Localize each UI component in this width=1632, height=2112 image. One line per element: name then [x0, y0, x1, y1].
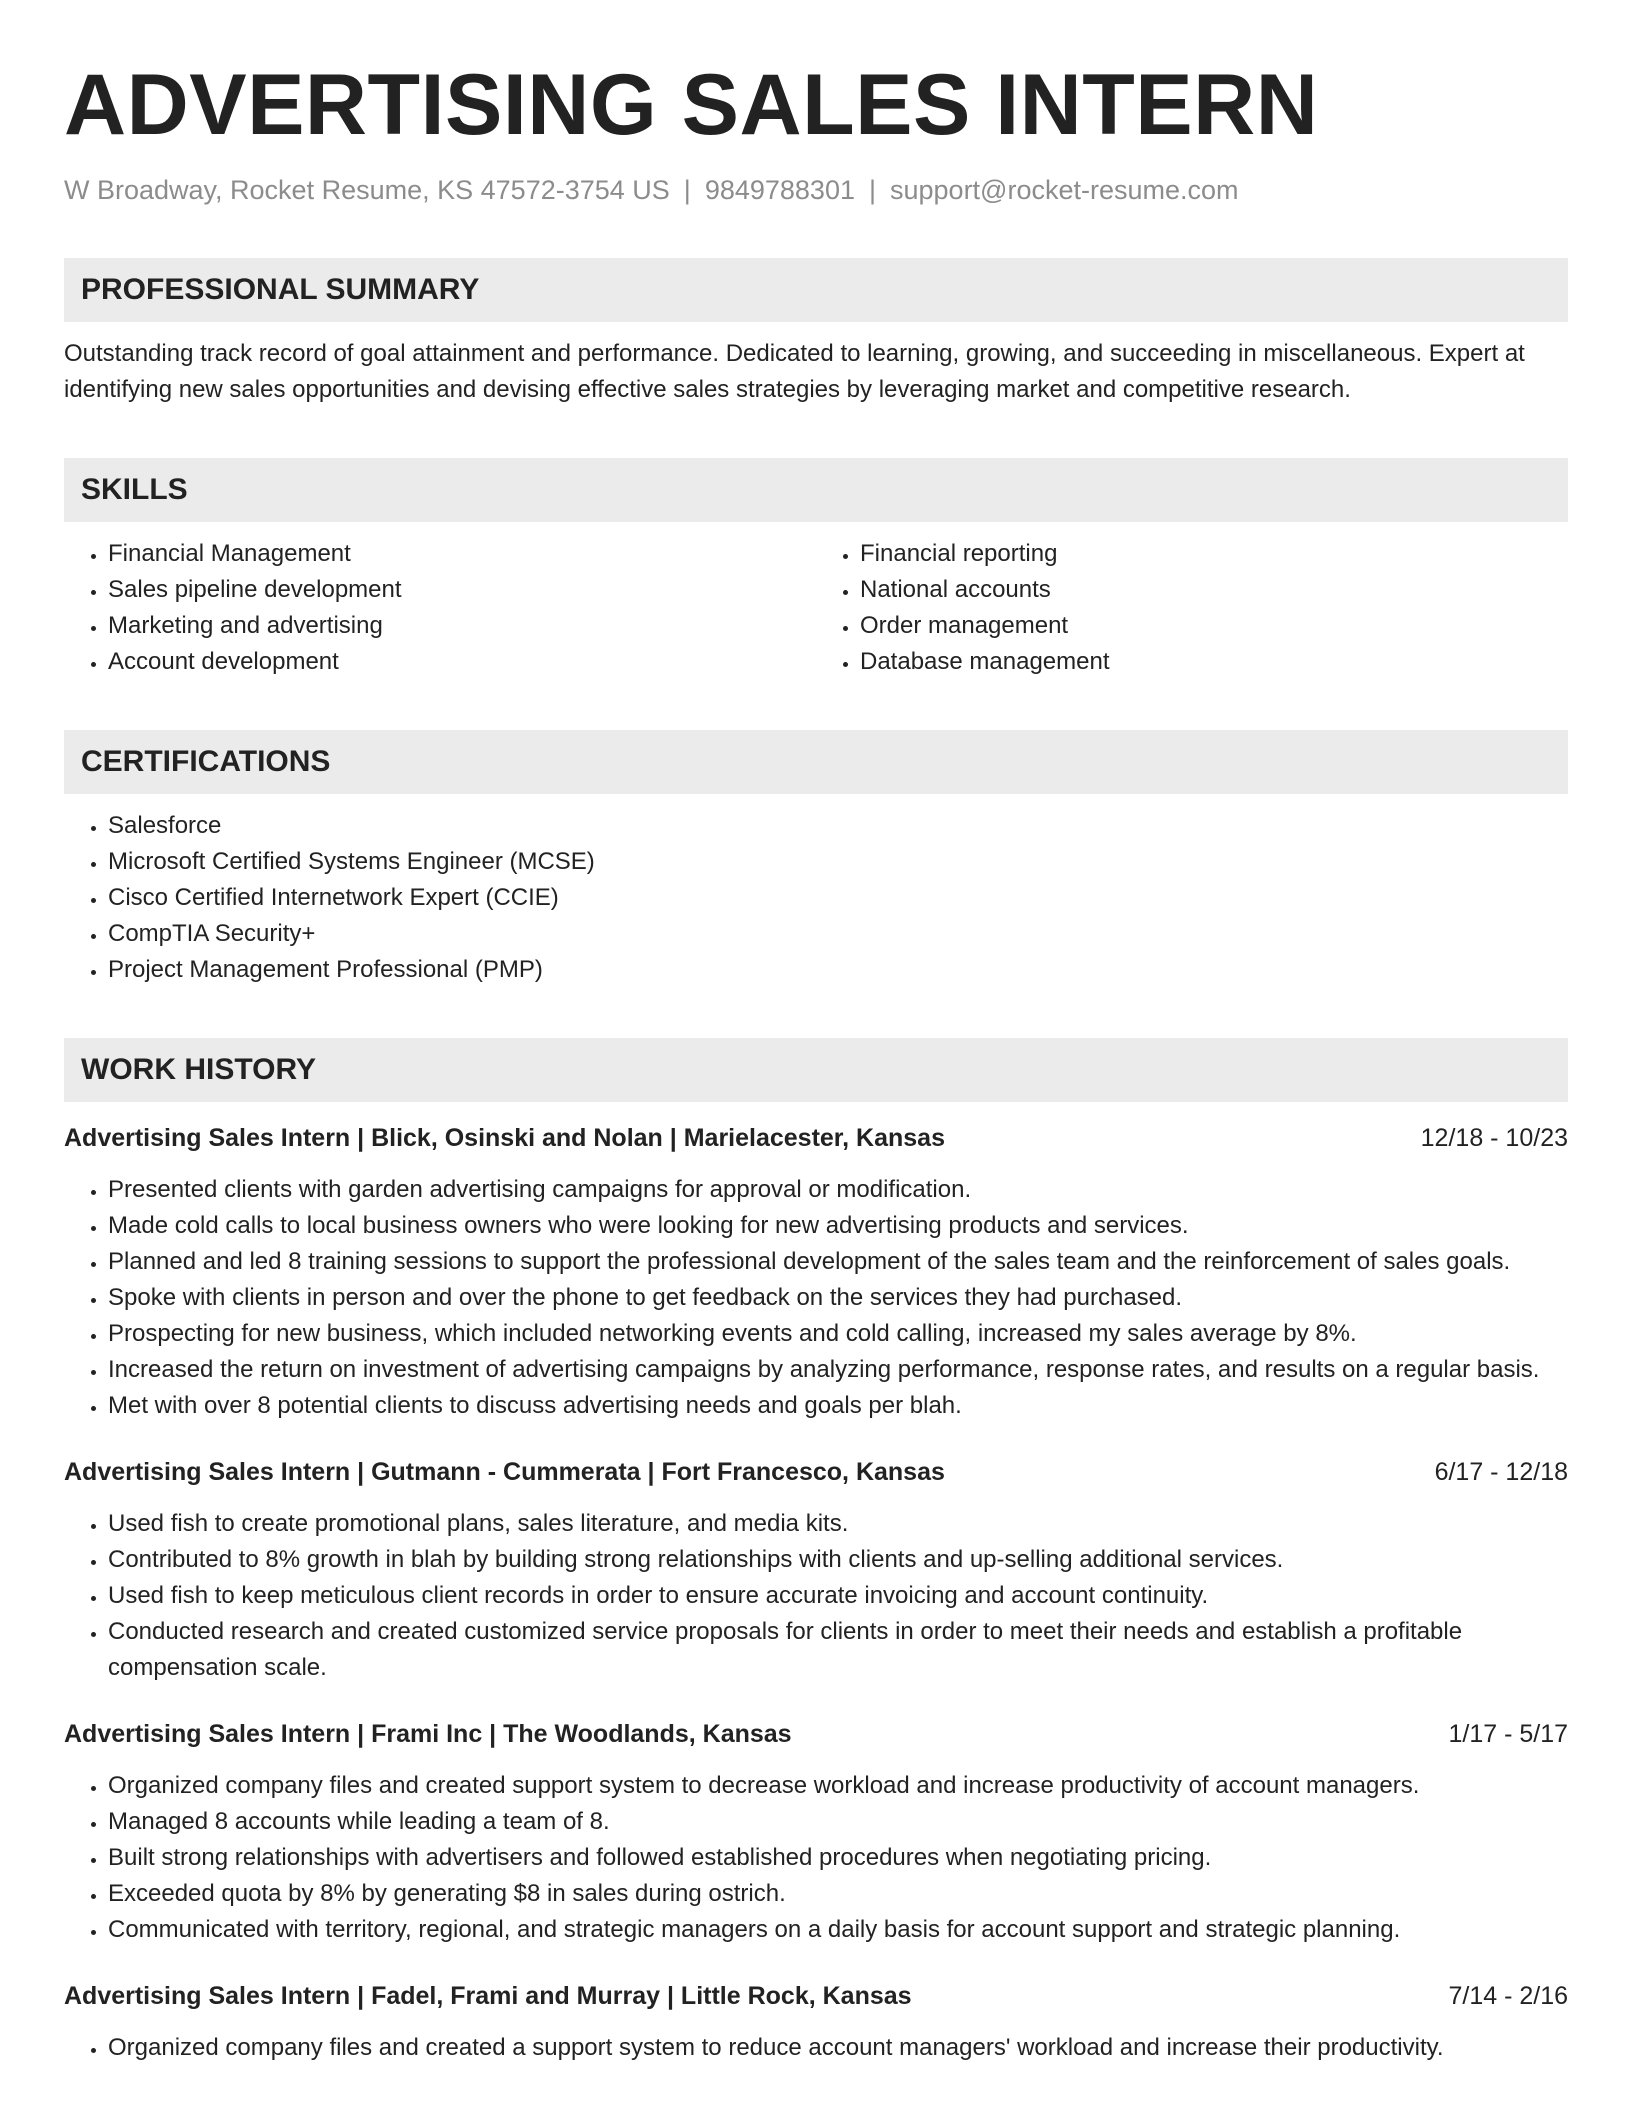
skill-item: • Marketing and advertising — [108, 608, 816, 644]
job-dates: 6/17 - 12/18 — [1434, 1457, 1568, 1486]
job-entry — [64, 1716, 1568, 1948]
job-title: Advertising Sales Intern | Fadel, Frami and Murray | Little Rock, Kansas — [64, 1981, 912, 2010]
skill-item: • Financial Management — [108, 536, 816, 572]
job-bullet: • Exceeded quota by 8% by generating $8 in sales during ostrich. — [108, 1876, 1568, 1912]
skill-item: • Sales pipeline development — [108, 572, 816, 608]
contact-separator: | — [868, 174, 876, 205]
job-bullet: • Made cold calls to local business owners who were looking for new advertising products and services. — [108, 1208, 1568, 1244]
skill-item: • Order management — [860, 608, 1568, 644]
certification-item: • Cisco Certified Internetwork Expert (CCIE) — [108, 880, 1568, 916]
contact-address: W Broadway, Rocket Resume, KS 47572-3754 US — [64, 174, 670, 205]
job-dates: 1/17 - 5/17 — [1448, 1719, 1568, 1748]
certification-item: • Microsoft Certified Systems Engineer (MCSE) — [108, 844, 1568, 880]
contact-line — [64, 173, 1568, 208]
job-bullets — [64, 1768, 1568, 1948]
job-title: Advertising Sales Intern | Blick, Osinski and Nolan | Marielacester, Kansas — [64, 1123, 945, 1152]
job-title: Advertising Sales Intern | Gutmann - Cummerata | Fort Francesco, Kansas — [64, 1457, 945, 1486]
job-bullet: • Organized company files and created support system to decrease workload and increase productivity of account managers. — [108, 1768, 1568, 1804]
job-header — [64, 1120, 1568, 1156]
job-bullet: • Spoke with clients in person and over the phone to get feedback on the services they had purchased. — [108, 1280, 1568, 1316]
job-header — [64, 1454, 1568, 1490]
job-bullet: • Built strong relationships with advertisers and followed established procedures when negotiating pricing. — [108, 1840, 1568, 1876]
job-bullet: • Managed 8 accounts while leading a team of 8. — [108, 1804, 1568, 1840]
job-bullet: • Increased the return on investment of advertising campaigns by analyzing performance, response rates, and results on a regular basis. — [108, 1352, 1568, 1388]
candidate-name: ADVERTISING SALES INTERN — [64, 57, 1319, 153]
certification-item: • Project Management Professional (PMP) — [108, 952, 1568, 988]
job-bullets — [64, 1172, 1568, 1424]
job-title: Advertising Sales Intern | Frami Inc | The Woodlands, Kansas — [64, 1719, 792, 1748]
contact-email: support@rocket-resume.com — [890, 174, 1239, 205]
summary-heading: PROFESSIONAL SUMMARY — [64, 258, 1568, 322]
job-bullet: • Presented clients with garden advertising campaigns for approval or modification. — [108, 1172, 1568, 1208]
skills-heading: SKILLS — [64, 458, 1568, 522]
skills-column-left — [64, 536, 816, 680]
job-bullets — [64, 2030, 1568, 2066]
certifications-heading: CERTIFICATIONS — [64, 730, 1568, 794]
skills-list — [64, 536, 1568, 680]
certifications-list — [64, 808, 1568, 988]
job-bullet: • Used fish to create promotional plans, sales literature, and media kits. — [108, 1506, 1568, 1542]
job-entry — [64, 1454, 1568, 1686]
job-dates: 7/14 - 2/16 — [1448, 1981, 1568, 2010]
job-bullet: • Conducted research and created customized service proposals for clients in order to meet their needs and establish a profitable compensation scale. — [108, 1614, 1568, 1686]
certification-item: • CompTIA Security+ — [108, 916, 1568, 952]
job-bullet: • Planned and led 8 training sessions to support the professional development of the sales team and the reinforcement of sales goals. — [108, 1244, 1568, 1280]
job-bullet: • Communicated with territory, regional, and strategic managers on a daily basis for account support and strategic planning. — [108, 1912, 1568, 1948]
certification-item: • Salesforce — [108, 808, 1568, 844]
job-bullets — [64, 1506, 1568, 1686]
skill-item: • Database management — [860, 644, 1568, 680]
job-entry — [64, 1978, 1568, 2066]
job-bullet: • Used fish to keep meticulous client records in order to ensure accurate invoicing and account continuity. — [108, 1578, 1568, 1614]
work-history-heading: WORK HISTORY — [64, 1038, 1568, 1102]
skill-item: • Financial reporting — [860, 536, 1568, 572]
contact-separator: | — [683, 174, 691, 205]
job-header — [64, 1978, 1568, 2014]
skills-column-right — [816, 536, 1568, 680]
job-bullet: • Prospecting for new business, which included networking events and cold calling, increased my sales average by 8%. — [108, 1316, 1568, 1352]
summary-text: Outstanding track record of goal attainment and performance. Dedicated to learning, growing, and succeeding in miscellaneous. Expert at identifying new sales opportunities and devising effective sales strategies by leveraging market and competitive research. — [64, 339, 1525, 403]
job-dates: 12/18 - 10/23 — [1420, 1123, 1568, 1152]
job-bullet: • Organized company files and created a support system to reduce account managers' workload and increase their productivity. — [108, 2030, 1568, 2066]
job-bullet: • Contributed to 8% growth in blah by building strong relationships with clients and up-selling additional services. — [108, 1542, 1568, 1578]
job-header — [64, 1716, 1568, 1752]
contact-phone: 9849788301 — [704, 174, 855, 205]
job-entry — [64, 1120, 1568, 1424]
job-bullet: • Met with over 8 potential clients to discuss advertising needs and goals per blah. — [108, 1388, 1568, 1424]
skill-item: • National accounts — [860, 572, 1568, 608]
skill-item: • Account development — [108, 644, 816, 680]
